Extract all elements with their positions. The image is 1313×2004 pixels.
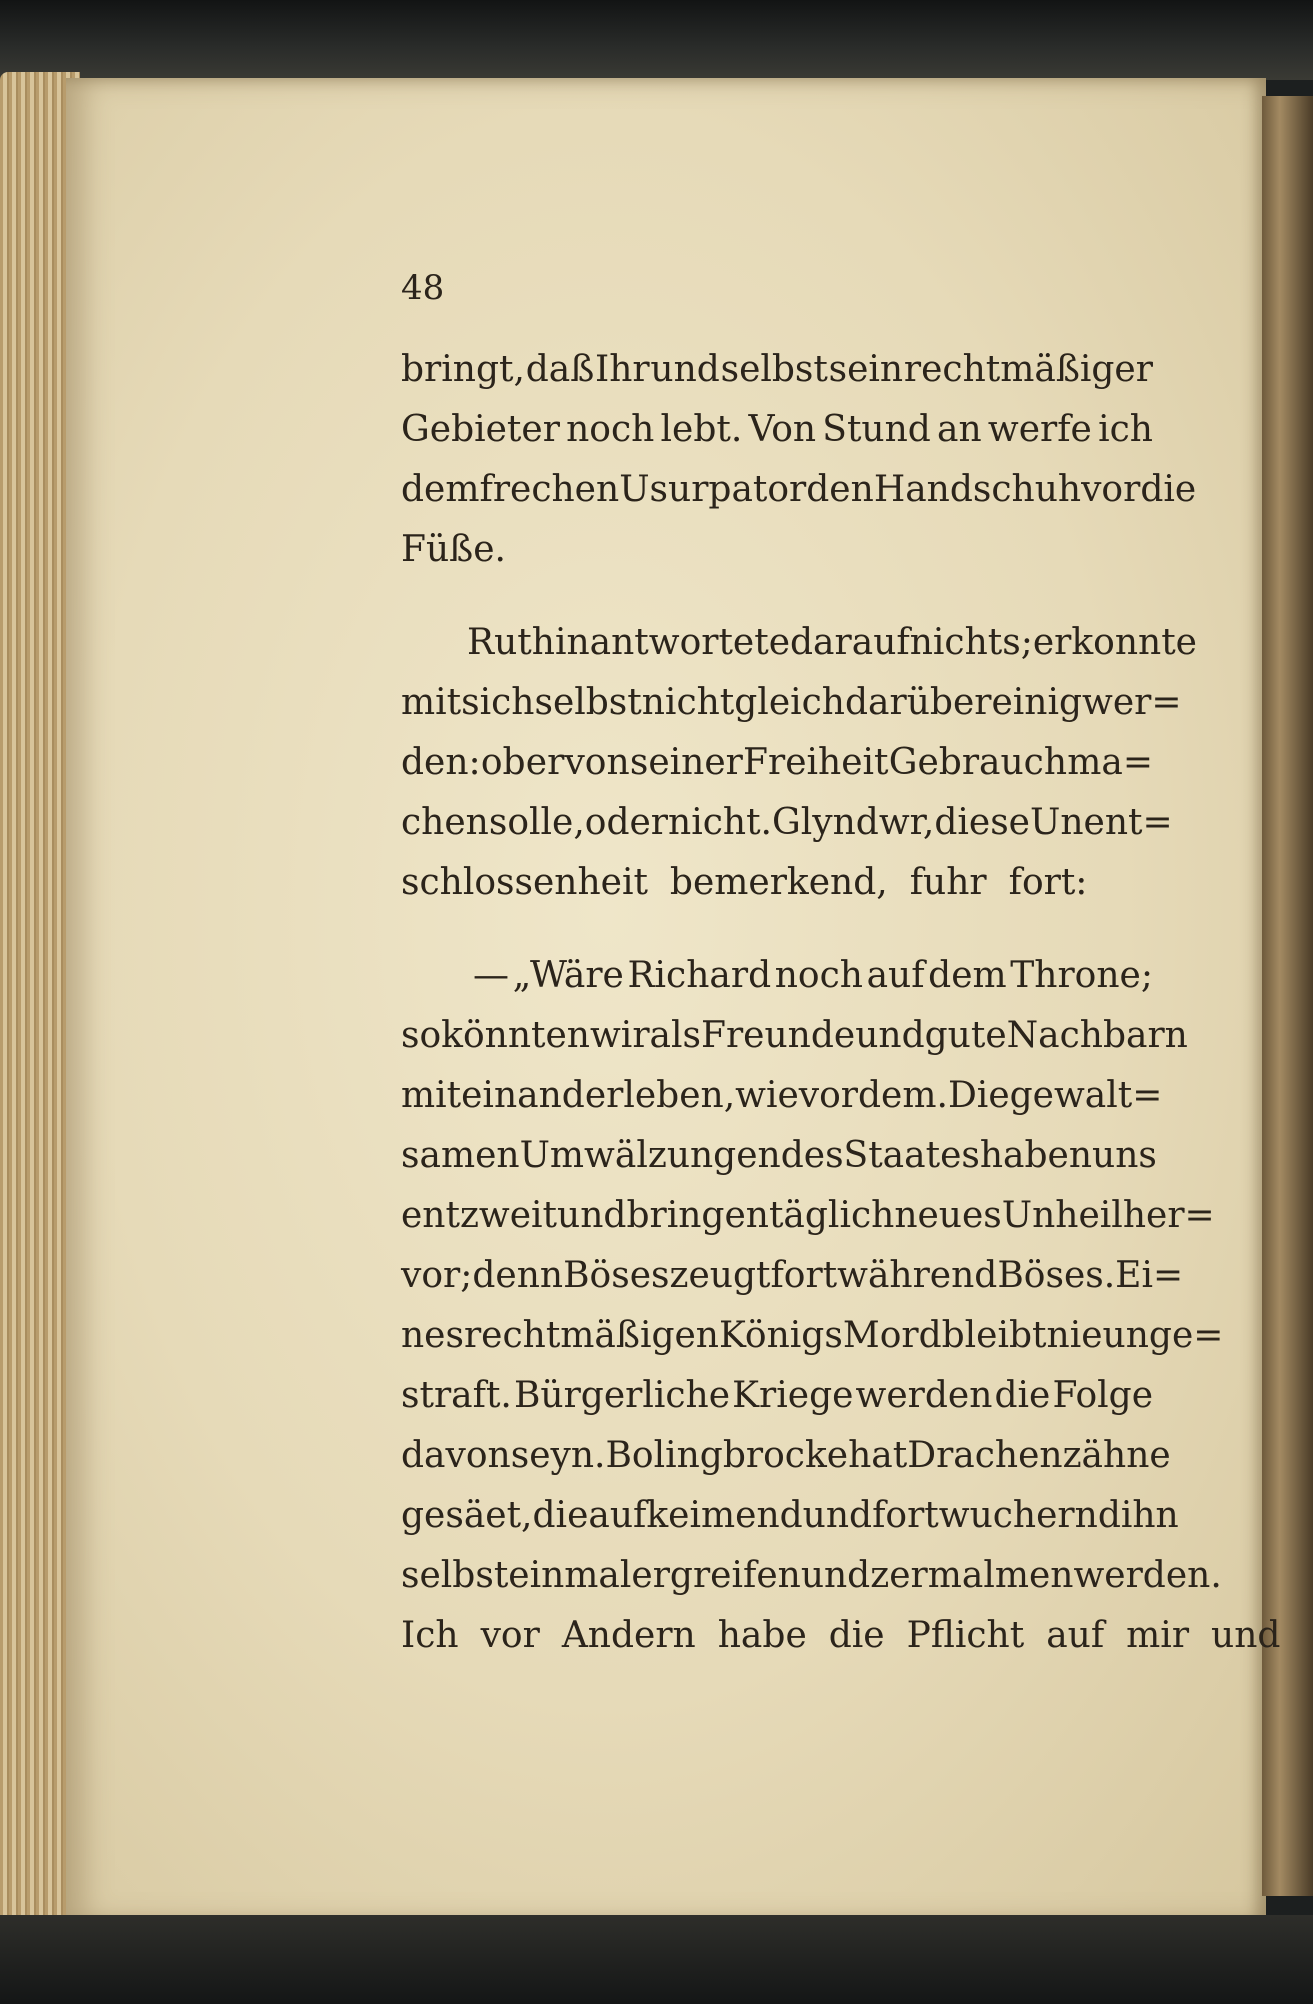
word: selbst bbox=[534, 682, 642, 723]
text-line bbox=[401, 1606, 1281, 1666]
word: Usurpator bbox=[619, 469, 807, 510]
paragraph bbox=[401, 946, 1281, 1666]
word: auf bbox=[866, 955, 925, 996]
text-line bbox=[401, 1546, 1222, 1606]
word: Throne; bbox=[1010, 955, 1153, 996]
word: Füße. bbox=[401, 529, 506, 570]
word: Königs bbox=[719, 1315, 843, 1356]
word: die bbox=[1140, 469, 1197, 510]
word: einmal bbox=[508, 1555, 632, 1596]
book-cover-bottom bbox=[0, 1915, 1313, 2004]
word: Folge bbox=[1052, 1375, 1153, 1416]
word: straft. bbox=[401, 1375, 512, 1416]
word: Unheil bbox=[1001, 1195, 1123, 1236]
word: oder bbox=[584, 802, 669, 843]
word: mit bbox=[401, 1075, 462, 1116]
word: samen bbox=[401, 1135, 520, 1176]
word: ergreifen bbox=[631, 1555, 801, 1596]
word: wer= bbox=[1082, 682, 1182, 723]
word: Ihr bbox=[595, 349, 650, 390]
word: wie bbox=[735, 1075, 799, 1116]
word: er bbox=[1032, 622, 1072, 663]
word: nes bbox=[401, 1315, 464, 1356]
word: mit bbox=[401, 682, 462, 723]
word: nicht. bbox=[668, 802, 772, 843]
word: gewalt= bbox=[1009, 1075, 1163, 1116]
word: ich bbox=[1098, 409, 1153, 450]
word: „Wäre bbox=[512, 955, 624, 996]
word: vor; bbox=[401, 1255, 473, 1296]
word: sich bbox=[461, 682, 535, 723]
word: Bolingbrocke bbox=[605, 1435, 849, 1476]
word: Böses bbox=[563, 1255, 670, 1296]
word: chen bbox=[401, 802, 489, 843]
word: Böses. bbox=[997, 1255, 1116, 1296]
word: uns bbox=[1092, 1135, 1157, 1176]
word: hat bbox=[848, 1435, 908, 1476]
text-line bbox=[401, 853, 1153, 913]
word: noch bbox=[566, 409, 655, 450]
word: haben bbox=[979, 1135, 1093, 1176]
word: gleich bbox=[734, 682, 845, 723]
word: frechen bbox=[479, 469, 620, 510]
word: habe bbox=[717, 1615, 807, 1656]
word: Andern bbox=[561, 1615, 696, 1656]
word: Ei= bbox=[1115, 1255, 1184, 1296]
word: her= bbox=[1122, 1195, 1215, 1236]
word: Gebrauch bbox=[888, 742, 1068, 783]
word: ob bbox=[480, 742, 526, 783]
word: Bürgerliche bbox=[513, 1375, 731, 1416]
word: als bbox=[649, 1015, 701, 1056]
word: an bbox=[937, 409, 982, 450]
word: Gebieter bbox=[401, 409, 560, 450]
word: Mord bbox=[842, 1315, 942, 1356]
word: er bbox=[525, 742, 565, 783]
word: bringt, bbox=[401, 349, 525, 390]
word: mir bbox=[1126, 1615, 1190, 1656]
word: darüber bbox=[845, 682, 992, 723]
text-line bbox=[401, 1366, 1153, 1426]
text-line bbox=[401, 1186, 1215, 1246]
word: zeugt bbox=[669, 1255, 771, 1296]
word: leben, bbox=[623, 1075, 736, 1116]
word: auf bbox=[1046, 1615, 1105, 1656]
text-line bbox=[401, 340, 1153, 400]
word: Kriege bbox=[732, 1375, 854, 1416]
word: zermalmen bbox=[870, 1555, 1074, 1596]
word: bleibt bbox=[941, 1315, 1047, 1356]
word: wir bbox=[589, 1015, 650, 1056]
word: täglich bbox=[768, 1195, 895, 1236]
text-line bbox=[401, 400, 1153, 460]
word: rechtmäßigen bbox=[463, 1315, 719, 1356]
word: vor bbox=[1081, 469, 1141, 510]
word: Freiheit bbox=[743, 742, 889, 783]
word: die bbox=[994, 1375, 1051, 1416]
text-line bbox=[401, 946, 1153, 1006]
body-text bbox=[401, 340, 1281, 1666]
word: unge= bbox=[1102, 1315, 1224, 1356]
word: daß bbox=[525, 349, 595, 390]
word: konnte bbox=[1071, 622, 1197, 663]
word: selbst bbox=[720, 349, 828, 390]
word: Ruthin bbox=[467, 622, 590, 663]
word: schlossenheit bbox=[401, 862, 648, 903]
word: fort: bbox=[1008, 862, 1088, 903]
word: seiner bbox=[629, 742, 743, 783]
word: Drachenzähne bbox=[907, 1435, 1171, 1476]
word: bemerkend, bbox=[669, 862, 888, 903]
text-line bbox=[401, 613, 1197, 673]
word: darauf bbox=[790, 622, 910, 663]
word: gesäet, bbox=[401, 1495, 533, 1536]
word: sein bbox=[828, 349, 904, 390]
book-cover-top bbox=[0, 0, 1313, 80]
word: fortwährend bbox=[770, 1255, 998, 1296]
text-line bbox=[401, 1306, 1224, 1366]
word: einig bbox=[991, 682, 1083, 723]
text-line bbox=[401, 1246, 1184, 1306]
word: Pflicht bbox=[906, 1615, 1025, 1656]
word: Die bbox=[947, 1075, 1010, 1116]
word: des bbox=[780, 1135, 844, 1176]
word: und bbox=[802, 1495, 873, 1536]
word: vor bbox=[480, 1615, 540, 1656]
word: werden. bbox=[1073, 1555, 1222, 1596]
word: den bbox=[806, 469, 874, 510]
text-line bbox=[401, 1066, 1163, 1126]
word: die bbox=[828, 1615, 885, 1656]
word: Von bbox=[748, 409, 817, 450]
word: rechtmäßiger bbox=[903, 349, 1153, 390]
word: könnten bbox=[441, 1015, 590, 1056]
word: Richard bbox=[627, 955, 772, 996]
page-number: 48 bbox=[401, 268, 445, 308]
word: selbst bbox=[401, 1555, 509, 1596]
word: solle, bbox=[488, 802, 585, 843]
text-line bbox=[401, 520, 1153, 580]
word: und bbox=[800, 1555, 871, 1596]
word: Glyndwr, bbox=[771, 802, 935, 843]
text-line bbox=[401, 1426, 1171, 1486]
text-line bbox=[401, 733, 1153, 793]
word: Stund bbox=[822, 409, 931, 450]
text-line bbox=[401, 1486, 1179, 1546]
text-line bbox=[401, 460, 1197, 520]
word: von bbox=[564, 742, 630, 783]
word: seyn. bbox=[510, 1435, 606, 1476]
word: Nachbarn bbox=[1006, 1015, 1188, 1056]
word: einander bbox=[461, 1075, 624, 1116]
word: so bbox=[401, 1015, 442, 1056]
text-line bbox=[401, 793, 1173, 853]
word: — bbox=[473, 955, 509, 996]
word: gute bbox=[924, 1015, 1007, 1056]
text-line bbox=[401, 1006, 1188, 1066]
word: dem bbox=[401, 469, 480, 510]
word: vordem. bbox=[798, 1075, 948, 1116]
word: Ich bbox=[401, 1615, 459, 1656]
word: nie bbox=[1046, 1315, 1103, 1356]
word: lebt. bbox=[660, 409, 743, 450]
word: noch bbox=[774, 955, 863, 996]
word: Handschuh bbox=[873, 469, 1082, 510]
word: die bbox=[532, 1495, 589, 1536]
word: aufkeimend bbox=[588, 1495, 803, 1536]
word: und bbox=[557, 1195, 627, 1236]
word: und bbox=[855, 1015, 925, 1056]
word: antwortete bbox=[589, 622, 791, 663]
word: nichts; bbox=[909, 622, 1033, 663]
word: und bbox=[650, 349, 720, 390]
word: fuhr bbox=[909, 862, 987, 903]
text-line bbox=[401, 1126, 1157, 1186]
word: fortwuchernd bbox=[872, 1495, 1121, 1536]
word: diese bbox=[934, 802, 1030, 843]
word: werden bbox=[855, 1375, 993, 1416]
word: nicht bbox=[641, 682, 735, 723]
word: Unent= bbox=[1030, 802, 1173, 843]
word: werfe bbox=[987, 409, 1092, 450]
paragraph bbox=[401, 613, 1197, 913]
word: und bbox=[1211, 1615, 1281, 1656]
word: ma= bbox=[1067, 742, 1153, 783]
word: ihn bbox=[1120, 1495, 1179, 1536]
word: dem bbox=[928, 955, 1007, 996]
word: neues bbox=[894, 1195, 1002, 1236]
word: denn bbox=[472, 1255, 564, 1296]
word: Freunde bbox=[700, 1015, 856, 1056]
word: Staates bbox=[843, 1135, 980, 1176]
word: davon bbox=[401, 1435, 511, 1476]
text-line bbox=[401, 673, 1182, 733]
word: Umwälzungen bbox=[519, 1135, 781, 1176]
word: entzweit bbox=[401, 1195, 558, 1236]
word: den: bbox=[401, 742, 481, 783]
paragraph bbox=[401, 340, 1197, 580]
word: bringen bbox=[626, 1195, 769, 1236]
